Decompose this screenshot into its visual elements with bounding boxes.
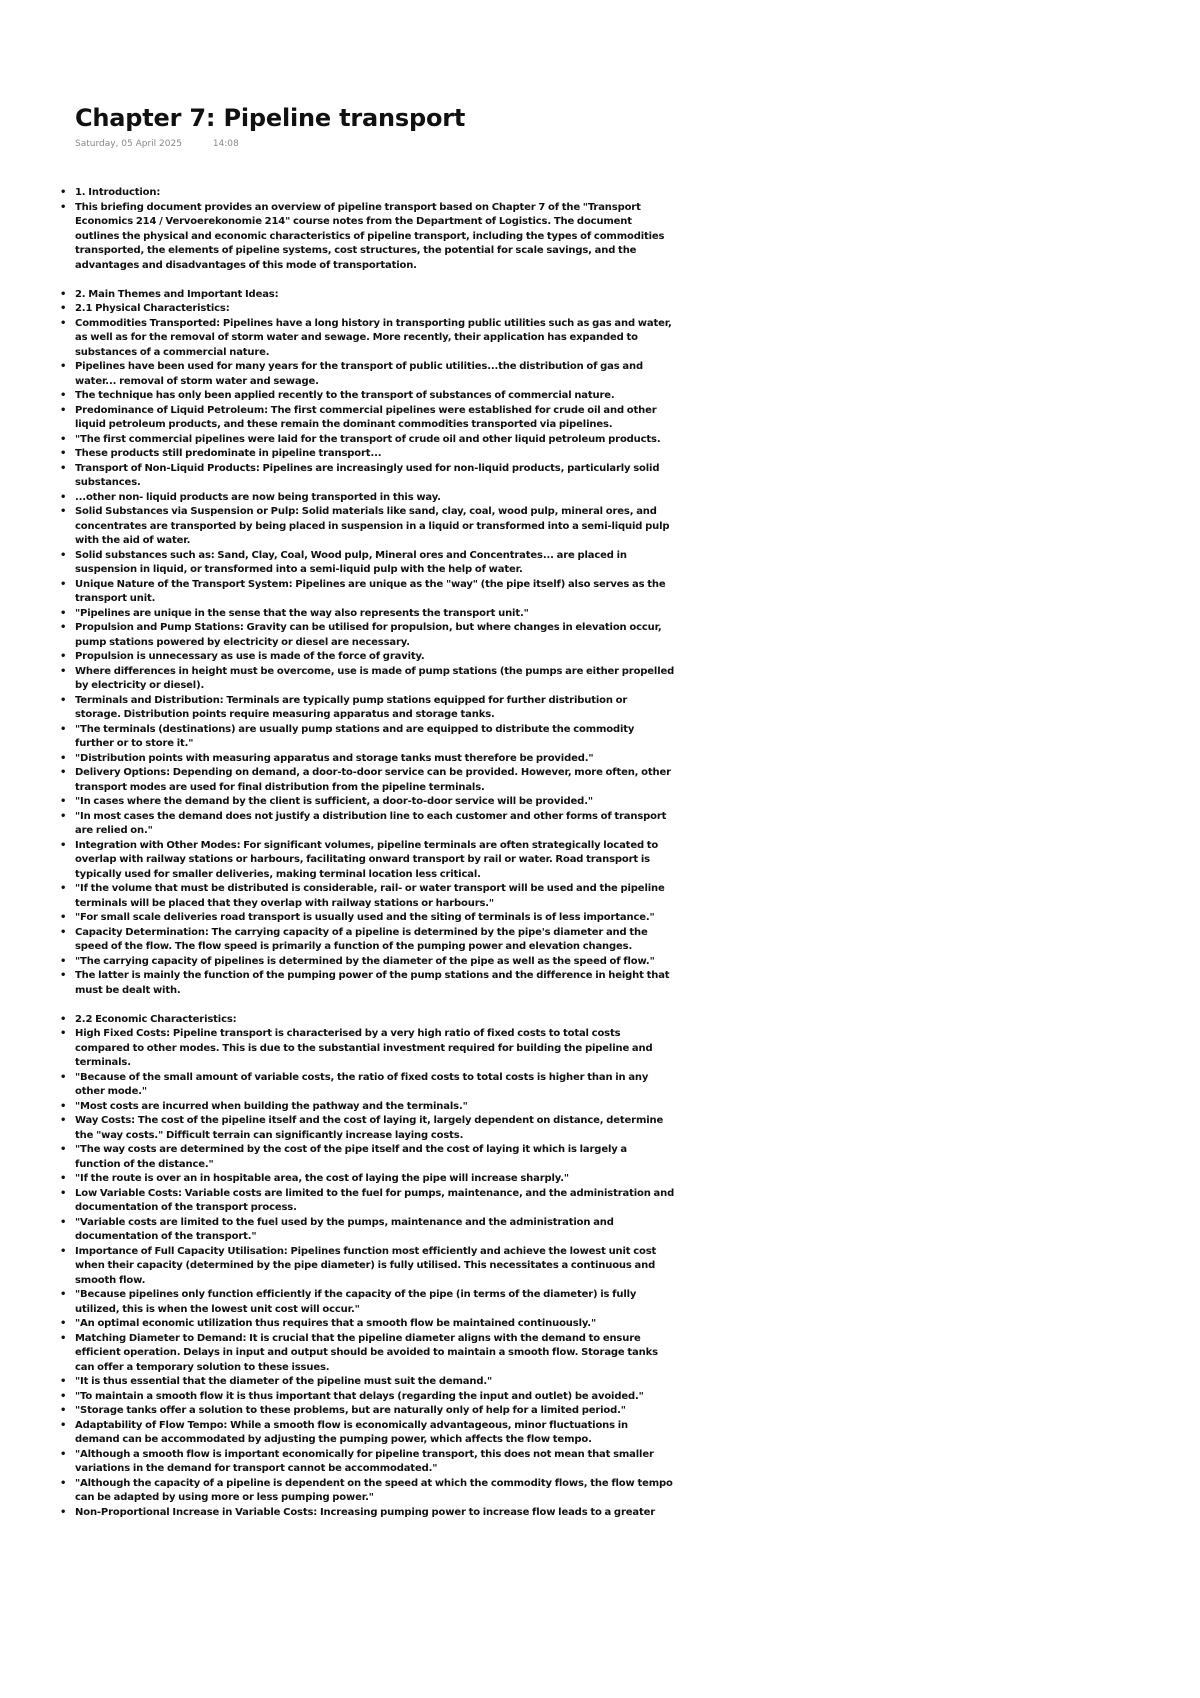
bullet-icon: • (60, 694, 67, 706)
bullet-icon: • (60, 288, 67, 300)
bullet-icon: • (60, 651, 67, 662)
list-item (60, 1245, 675, 1289)
bullet-icon: • (60, 607, 67, 619)
list-item-text: Matching Diameter to Demand: It is crucial that the pipeline diameter aligns with the demand to ensure efficient operation. Delays in input and output should be avoided to maintain a smooth flow. Storage tanks can offer a temporary solution to these issues. (75, 1332, 658, 1373)
bullet-icon: • (60, 317, 67, 329)
list-item (60, 462, 675, 491)
list-item-text: "Most costs are incurred when building the pathway and the terminals." (75, 1100, 468, 1112)
bullet-list (60, 1013, 675, 1521)
list-item-text: "It is thus essential that the diameter of the pipeline must suit the demand." (75, 1376, 493, 1387)
bullet-icon: • (60, 839, 67, 851)
list-item-text: Adaptability of Flow Tempo: While a smooth flow is economically advantageous, minor fluctuations in demand can be accommodated by adjusting the pumping power, which affects the flow tempo. (75, 1419, 629, 1445)
list-item (60, 186, 675, 201)
list-item (60, 1390, 675, 1405)
list-item-text: These products still predominate in pipeline transport... (75, 448, 382, 459)
list-item-text: Integration with Other Modes: For significant volumes, pipeline terminals are often strategically located to overlap with railway stations or harbours, facilitating onward transport by rail or water. Road transport is typically used for smaller deliveries, making terminal location less critical. (75, 839, 659, 880)
bullet-icon: • (60, 912, 67, 923)
list-item (60, 447, 675, 462)
list-item (60, 1317, 675, 1332)
list-item-text: Solid Substances via Suspension or Pulp: Solid materials like sand, clay, coal, wood pulp, mineral ores, and concentrates are transported by being placed in suspension in a liquid or transformed into a semi-liquid pulp with the aid of water. (75, 506, 670, 546)
bullet-icon: • (60, 1419, 67, 1431)
list-item (60, 621, 675, 650)
list-item-text: "If the route is over an in hospitable area, the cost of laying the pipe will increase sharply." (75, 1173, 569, 1184)
list-item-text: High Fixed Costs: Pipeline transport is characterised by a very high ratio of fixed costs to total costs compared to other modes. This is due to the substantial investment required for building the pipeline and terminals. (75, 1028, 653, 1068)
list-item (60, 433, 675, 448)
list-item-text: Commodities Transported: Pipelines have a long history in transporting public utilities such as gas and water, as well as for the removal of storm water and sewage. More recently, their application has expanded to substances of a commercial nature. (75, 317, 672, 358)
list-item-text: 1. Introduction: (75, 187, 161, 198)
list-item (60, 926, 675, 955)
list-item-text: 2. Main Themes and Important Ideas: (75, 288, 279, 300)
list-item (60, 882, 675, 911)
list-item-text: Pipelines have been used for many years for the transport of public utilities...the distribution of gas and water... removal of storm water and sewage. (75, 361, 643, 387)
list-item (60, 288, 675, 303)
list-item (60, 607, 675, 622)
bullet-icon: • (60, 1173, 67, 1184)
list-item (60, 665, 675, 694)
list-item-text: Capacity Determination: The carrying capacity of a pipeline is determined by the pipe's diameter and the speed of the flow. The flow speed is primarily a function of the pumping power and elevation changes. (75, 926, 648, 952)
list-item (60, 1172, 675, 1187)
list-item-text: "Because pipelines only function efficiently if the capacity of the pipe (in terms of the diameter) is fully utilized, this is when the lowest unit cost will occur." (75, 1289, 637, 1315)
bullet-icon: • (60, 1071, 67, 1083)
list-item (60, 491, 675, 506)
bullet-icon: • (60, 1144, 67, 1155)
list-item (60, 955, 675, 970)
list-item (60, 694, 675, 723)
list-item (60, 810, 675, 839)
list-item (60, 1332, 675, 1376)
list-item-text: The latter is mainly the function of the pumping power of the pump stations and the difference in height that must be dealt with. (75, 970, 670, 996)
bullet-icon: • (60, 448, 67, 459)
list-item-text: "The way costs are determined by the cost of the pipe itself and the cost of laying it which is largely a function of the distance." (75, 1144, 628, 1170)
bullet-icon: • (60, 491, 67, 503)
bullet-icon: • (60, 1448, 67, 1460)
bullet-list (60, 288, 675, 999)
list-item (60, 969, 675, 998)
list-item-text: The technique has only been applied recently to the transport of substances of commercial nature. (75, 390, 615, 401)
list-item (60, 302, 675, 317)
bullet-icon: • (60, 796, 67, 807)
list-item-text: "Because of the small amount of variable costs, the ratio of fixed costs to total costs is higher than in any other mode." (75, 1071, 649, 1097)
list-item-text: "The carrying capacity of pipelines is determined by the diameter of the pipe as well as the speed of flow." (75, 955, 655, 967)
bullet-icon: • (60, 1506, 67, 1518)
list-item-text: "An optimal economic utilization thus requires that a smooth flow be maintained continuously." (75, 1318, 597, 1329)
bullet-icon: • (60, 187, 67, 198)
bullet-icon: • (60, 1390, 67, 1402)
list-item (60, 1071, 675, 1100)
bullet-icon: • (60, 723, 67, 735)
list-item-text: "In cases where the demand by the client is sufficient, a door-to-door service will be provided." (75, 796, 593, 807)
list-item-text: Unique Nature of the Transport System: Pipelines are unique as the "way" (the pipe itself) also serves as the transport unit. (75, 578, 666, 604)
list-item (60, 389, 675, 404)
list-item-text: Non-Proportional Increase in Variable Costs: Increasing pumping power to increase flow leads to a greater (75, 1506, 655, 1518)
list-item (60, 752, 675, 767)
bullet-icon: • (60, 1013, 67, 1025)
note-date: Saturday, 05 April 2025 (75, 139, 182, 149)
bullet-list (60, 186, 675, 273)
bullet-icon: • (60, 1028, 67, 1039)
list-item (60, 1100, 675, 1115)
list-item (60, 1375, 675, 1390)
bullet-icon: • (60, 810, 67, 822)
bullet-icon: • (60, 1376, 67, 1387)
list-item (60, 1027, 675, 1071)
list-item (60, 795, 675, 810)
list-item (60, 360, 675, 389)
list-item-text: "Variable costs are limited to the fuel used by the pumps, maintenance and the administration and documentation of the transport." (75, 1216, 614, 1242)
bullet-icon: • (60, 1216, 67, 1228)
list-item (60, 1143, 675, 1172)
list-item-text: Where differences in height must be overcome, use is made of pump stations (the pumps are either propelled by electricity or diesel). (75, 665, 675, 691)
list-item-text: "Distribution points with measuring apparatus and storage tanks must therefore be provided." (75, 752, 594, 764)
page-title: Chapter 7: Pipeline transport (75, 104, 466, 132)
section-gap (75, 273, 675, 288)
bullet-icon: • (60, 1115, 67, 1126)
list-item-text: "The first commercial pipelines were laid for the transport of crude oil and other liquid petroleum products. (75, 433, 661, 445)
list-item (60, 723, 675, 752)
list-item-text: This briefing document provides an overview of pipeline transport based on Chapter 7 of the "Transport Economics 214 / Vervoerekonomie 214" course notes from the Department of Logistics. The document outlines the physical and economic characteristics of pipeline transport, including the types of commodities transported, the elements of pipeline systems, cost structures, the potential for scale savings, and the advantages and disadvantages of this mode of transportation. (75, 201, 665, 271)
bullet-icon: • (60, 1100, 67, 1112)
list-item-text: "To maintain a smooth flow it is thus important that delays (regarding the input and outlet) be avoided." (75, 1390, 644, 1402)
bullet-icon: • (60, 506, 67, 517)
bullet-icon: • (60, 883, 67, 894)
bullet-icon: • (60, 955, 67, 967)
bullet-icon: • (60, 1187, 67, 1199)
list-item (60, 1013, 675, 1028)
bullet-icon: • (60, 390, 67, 401)
list-item (60, 505, 675, 549)
note-time: 14:08 (212, 139, 239, 149)
list-item-text: Transport of Non-Liquid Products: Pipelines are increasingly used for non-liquid products, particularly solid substances. (75, 462, 660, 488)
list-item-text: Solid substances such as: Sand, Clay, Coal, Wood pulp, Mineral ores and Concentrates... are placed in suspension in liquid, or transformed into a semi-liquid pulp with the help of water. (75, 549, 627, 575)
bullet-icon: • (60, 1477, 67, 1489)
list-item (60, 201, 675, 274)
list-item-text: "In most cases the demand does not justify a distribution line to each customer and other forms of transport are relied on." (75, 810, 667, 836)
list-item (60, 766, 675, 795)
bullet-icon: • (60, 1405, 67, 1416)
list-item-text: "For small scale deliveries road transport is usually used and the siting of terminals is of less importance." (75, 912, 655, 923)
list-item-text: Terminals and Distribution: Terminals are typically pump stations equipped for further distribution or storage. Distribution points require measuring apparatus and storage tanks. (75, 694, 628, 720)
list-item-text: "Storage tanks offer a solution to these problems, but are naturally only of help for a limited period." (75, 1405, 626, 1416)
bullet-icon: • (60, 1245, 67, 1257)
list-item (60, 1477, 675, 1506)
list-item-text: "If the volume that must be distributed is considerable, rail- or water transport will be used and the pipeline terminals will be placed that they overlap with railway stations or harbours." (75, 883, 665, 909)
section-gap (75, 998, 675, 1013)
list-item-text: ...other non- liquid products are now being transported in this way. (75, 491, 441, 503)
list-item-text: 2.1 Physical Characteristics: (75, 303, 230, 314)
list-item-text: "Although a smooth flow is important economically for pipeline transport, this does not mean that smaller variations in the demand for transport cannot be accommodated." (75, 1448, 654, 1474)
list-item (60, 1114, 675, 1143)
bullet-icon: • (60, 361, 67, 372)
bullet-icon: • (60, 303, 67, 314)
list-item-text: 2.2 Economic Characteristics: (75, 1013, 237, 1025)
list-item-text: "Pipelines are unique in the sense that the way also represents the transport unit." (75, 607, 529, 619)
list-item-text: "Although the capacity of a pipeline is dependent on the speed at which the commodity flows, the flow tempo can be adapted by using more or less pumping power." (75, 1477, 673, 1503)
bullet-icon: • (60, 1289, 67, 1300)
list-item (60, 1216, 675, 1245)
bullet-icon: • (60, 578, 67, 590)
list-item (60, 317, 675, 361)
list-item (60, 911, 675, 926)
list-item (60, 549, 675, 578)
list-item-text: Low Variable Costs: Variable costs are limited to the fuel for pumps, maintenance, and the administration and documentation of the transport process. (75, 1187, 675, 1213)
bullet-icon: • (60, 752, 67, 764)
bullet-icon: • (60, 201, 67, 213)
list-item (60, 1506, 675, 1521)
bullet-icon: • (60, 549, 67, 561)
list-item (60, 1448, 675, 1477)
list-item-text: "The terminals (destinations) are usually pump stations and are equipped to distribute the commodity further or to store it." (75, 723, 635, 749)
list-item (60, 404, 675, 433)
bullet-icon: • (60, 767, 67, 778)
bullet-icon: • (60, 1318, 67, 1329)
bullet-icon: • (60, 1332, 67, 1344)
bullet-icon: • (60, 970, 67, 981)
list-item (60, 839, 675, 883)
list-item (60, 1404, 675, 1419)
note-timestamp (75, 139, 239, 149)
list-item-text: Way Costs: The cost of the pipeline itself and the cost of laying it, largely dependent on distance, determine the "way costs." Difficult terrain can significantly increase laying costs. (75, 1115, 664, 1141)
list-item (60, 578, 675, 607)
list-item (60, 1187, 675, 1216)
list-item (60, 650, 675, 665)
bullet-icon: • (60, 622, 67, 633)
bullet-icon: • (60, 926, 67, 938)
bullet-icon: • (60, 665, 67, 677)
list-item-text: Propulsion is unnecessary as use is made of the force of gravity. (75, 651, 425, 662)
list-item-text: Predominance of Liquid Petroleum: The first commercial pipelines were established for crude oil and other liquid petroleum products, and these remain the dominant commodities transported via pipelines. (75, 404, 657, 430)
note-body (60, 186, 675, 1520)
list-item (60, 1288, 675, 1317)
list-item-text: Delivery Options: Depending on demand, a door-to-door service can be provided. However, more often, other transport modes are used for final distribution from the pipeline terminals. (75, 767, 671, 793)
list-item-text: Importance of Full Capacity Utilisation: Pipelines function most efficiently and achieve the lowest unit cost when their capacity (determined by the pipe diameter) is fully utilised. This necessitates a continuous and smooth flow. (75, 1245, 657, 1286)
list-item (60, 1419, 675, 1448)
bullet-icon: • (60, 433, 67, 445)
list-item-text: Propulsion and Pump Stations: Gravity can be utilised for propulsion, but where changes in elevation occur, pump stations powered by electricity or diesel are necessary. (75, 622, 662, 648)
bullet-icon: • (60, 462, 67, 474)
bullet-icon: • (60, 404, 67, 416)
